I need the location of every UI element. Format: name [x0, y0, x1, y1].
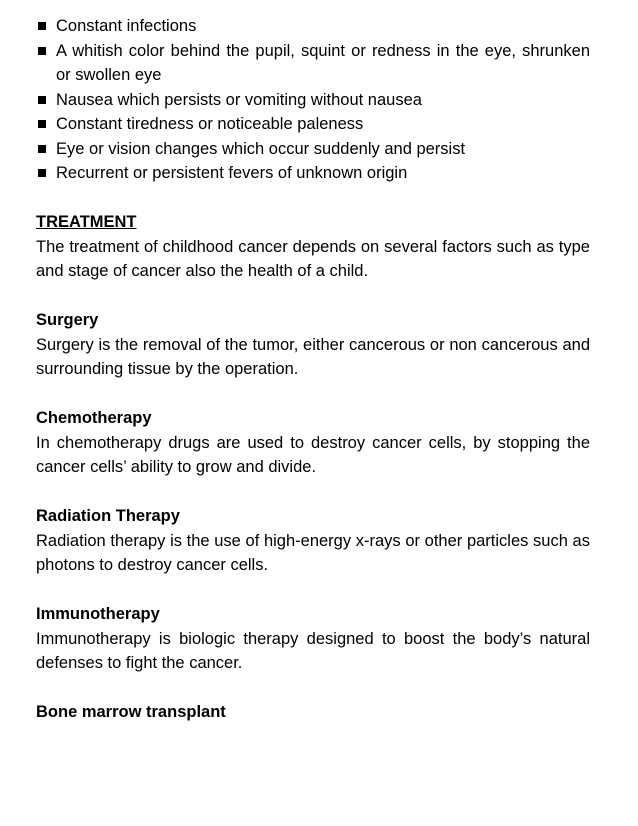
- treatment-heading: TREATMENT: [36, 213, 137, 231]
- square-bullet-icon: [38, 47, 46, 55]
- square-bullet-icon: [38, 145, 46, 153]
- immunotherapy-section: [36, 602, 590, 676]
- chemotherapy-section: [36, 406, 590, 480]
- surgery-heading: Surgery: [36, 311, 99, 329]
- list-item: [36, 161, 590, 186]
- radiation-section: [36, 504, 590, 578]
- square-bullet-icon: [38, 169, 46, 177]
- list-item: [36, 39, 590, 88]
- list-item: [36, 88, 590, 113]
- immunotherapy-heading: Immunotherapy: [36, 605, 160, 623]
- bone-marrow-heading: Bone marrow transplant: [36, 703, 226, 721]
- list-item-text: Eye or vision changes which occur suddenly and persist: [56, 139, 466, 158]
- surgery-text: Surgery is the removal of the tumor, either cancerous or non cancerous and surrounding tissue by the operation.: [36, 335, 590, 378]
- list-item-text: A whitish color behind the pupil, squint or redness in the eye, shrunken or swollen eye: [56, 41, 590, 84]
- square-bullet-icon: [38, 96, 46, 104]
- chemotherapy-heading: Chemotherapy: [36, 409, 152, 427]
- radiation-heading: Radiation Therapy: [36, 507, 180, 525]
- symptom-list: [36, 14, 590, 186]
- bone-marrow-section: [36, 700, 590, 725]
- square-bullet-icon: [38, 22, 46, 30]
- list-item: [36, 14, 590, 39]
- surgery-section: [36, 308, 590, 382]
- treatment-text: The treatment of childhood cancer depends on several factors such as type and stage of cancer also the health of a child.: [36, 237, 590, 280]
- chemotherapy-text: In chemotherapy drugs are used to destroy cancer cells, by stopping the cancer cells’ ability to grow and divide.: [36, 433, 590, 476]
- square-bullet-icon: [38, 120, 46, 128]
- document-page: [36, 14, 590, 725]
- treatment-section: [36, 210, 590, 284]
- list-item-text: Constant infections: [56, 17, 197, 35]
- immunotherapy-text: Immunotherapy is biologic therapy designed to boost the body’s natural defenses to fight the cancer.: [36, 629, 590, 672]
- list-item-text: Recurrent or persistent fevers of unknown origin: [56, 164, 408, 182]
- list-item: [36, 137, 590, 162]
- radiation-text: Radiation therapy is the use of high-energy x-rays or other particles such as photons to destroy cancer cells.: [36, 531, 590, 574]
- list-item-text: Constant tiredness or noticeable paleness: [56, 115, 364, 133]
- list-item-text: Nausea which persists or vomiting without nausea: [56, 90, 422, 109]
- list-item: [36, 112, 590, 137]
